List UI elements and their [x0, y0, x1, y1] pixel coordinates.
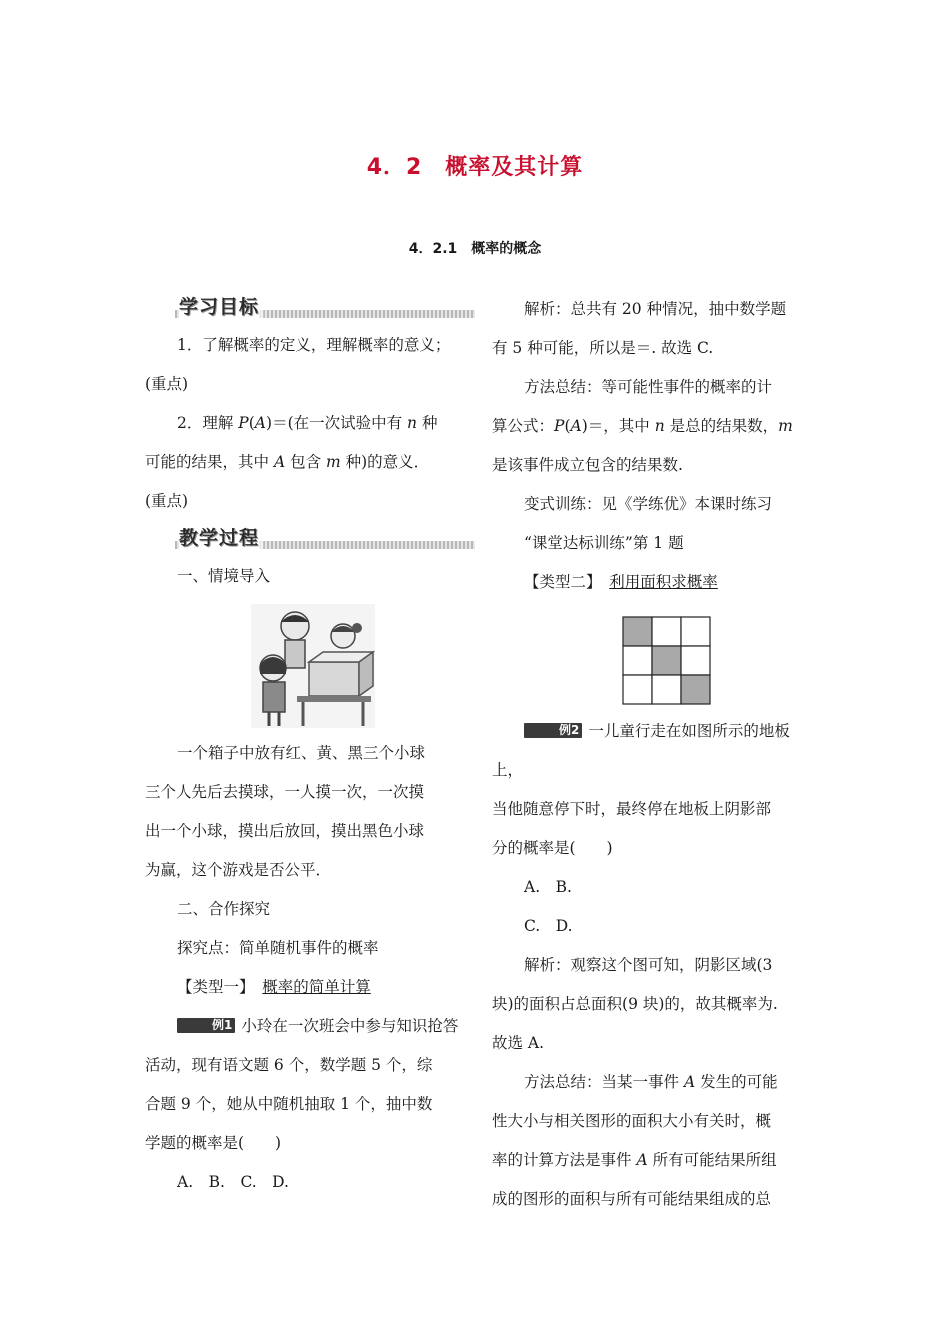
left-column — [145, 290, 475, 1202]
heading-intro: 一、情境导入 — [177, 567, 271, 585]
summary-2-line4: 成的图形的面积与所有可能结果组成的总 — [492, 1190, 772, 1208]
objective-1-note: (重点) — [145, 375, 189, 393]
type-1-heading: 【类型一】 概率的简单计算 — [177, 978, 371, 996]
grid-cell — [681, 646, 710, 675]
intro-text-2: 三个人先后去摸球，一人摸一次，一次摸 — [145, 783, 425, 801]
summary-2-line3: 率的计算方法是事件 A 所有可能结果所组 — [492, 1151, 777, 1169]
example-2-options-ab: A. B. — [524, 878, 572, 896]
grid-cell — [623, 675, 652, 704]
analysis-2-cont: 块)的面积占总面积(9 块)的，故其概率为. — [492, 995, 778, 1013]
grid-cell-shaded — [681, 675, 710, 704]
example-1-line2: 活动，现有语文题 6 个，数学题 5 个，综 — [145, 1056, 433, 1074]
example-2-badge: 例2 — [524, 723, 582, 738]
example-1-line3: 合题 9 个，她从中随机抽取 1 个，抽中数 — [145, 1095, 433, 1113]
grid-cell-shaded — [652, 646, 681, 675]
analysis-2: 解析：观察这个图可知，阴影区域(3 — [524, 956, 773, 974]
example-2-line3: 分的概率是( ) — [492, 839, 613, 857]
intro-text-3: 出一个小球，摸出后放回，摸出黑色小球 — [145, 822, 425, 840]
analysis-2-answer: 故选 A. — [492, 1034, 545, 1052]
example-1-badge: 例1 — [177, 1018, 235, 1033]
section-header-process — [145, 525, 475, 551]
example-2-options-cd: C. D. — [524, 917, 573, 935]
page-title: 4．2 概率及其计算 — [366, 155, 584, 180]
children-box-illustration — [145, 604, 475, 730]
grid-cell — [623, 646, 652, 675]
summary-1-formula: 算公式：P(A)＝，其中 n 是总的结果数，m — [492, 417, 793, 435]
analysis-1: 解析：总共有 20 种情况，抽中数学题 — [524, 300, 787, 318]
example-1: 例1 小玲在一次班会中参与知识抢答 — [145, 1007, 475, 1046]
floor-grid-figure — [492, 616, 812, 706]
illustration-image — [251, 604, 375, 728]
grid-cell — [652, 675, 681, 704]
summary-2: 方法总结：当某一事件 A 发生的可能 — [524, 1073, 778, 1091]
summary-2-line2: 性大小与相关图形的面积大小有关时，概 — [492, 1112, 772, 1130]
example-1-options: A. B. C. D. — [177, 1173, 289, 1191]
section-header-label: 学习目标 — [179, 292, 265, 319]
variant-training: 变式训练：见《学练优》本课时练习 — [524, 495, 773, 513]
example-2-line2: 当他随意停下时，最终停在地板上阴影部 — [492, 800, 772, 818]
section-header-objectives — [145, 294, 475, 320]
objective-1: 1．了解概率的定义，理解概率的意义； — [177, 336, 451, 354]
section-subtitle: 4．2.1 概率的概念 — [408, 241, 542, 257]
grid-cell — [652, 617, 681, 646]
objective-2: 2．理解 P(A)＝(在一次试验中有 n 种 — [177, 414, 438, 432]
explore-point: 探究点：简单随机事件的概率 — [177, 939, 379, 957]
objective-2-note: (重点) — [145, 492, 189, 510]
variant-training-cont: “课堂达标训练”第 1 题 — [524, 534, 684, 552]
heading-explore: 二、合作探究 — [177, 900, 271, 918]
summary-1: 方法总结：等可能性事件的概率的计 — [524, 378, 773, 396]
example-1-line4: 学题的概率是( ) — [145, 1134, 282, 1152]
summary-1-cont: 是该事件成立包含的结果数. — [492, 456, 683, 474]
type-2-heading: 【类型二】 利用面积求概率 — [524, 573, 718, 591]
floor-grid — [622, 616, 712, 706]
intro-text-4: 为赢，这个游戏是否公平． — [145, 861, 332, 879]
grid-cell-shaded — [623, 617, 652, 646]
objective-2-cont: 可能的结果，其中 A 包含 m 种)的意义． — [145, 453, 430, 471]
intro-text-1: 一个箱子中放有红、黄、黑三个小球 — [177, 744, 426, 762]
example-2: 例2 一儿童行走在如图所示的地板上， — [492, 722, 790, 779]
section-header-label: 教学过程 — [179, 523, 265, 550]
right-column — [492, 290, 812, 1219]
analysis-1-cont: 有 5 种可能，所以是＝. 故选 C. — [492, 339, 714, 357]
grid-cell — [681, 617, 710, 646]
